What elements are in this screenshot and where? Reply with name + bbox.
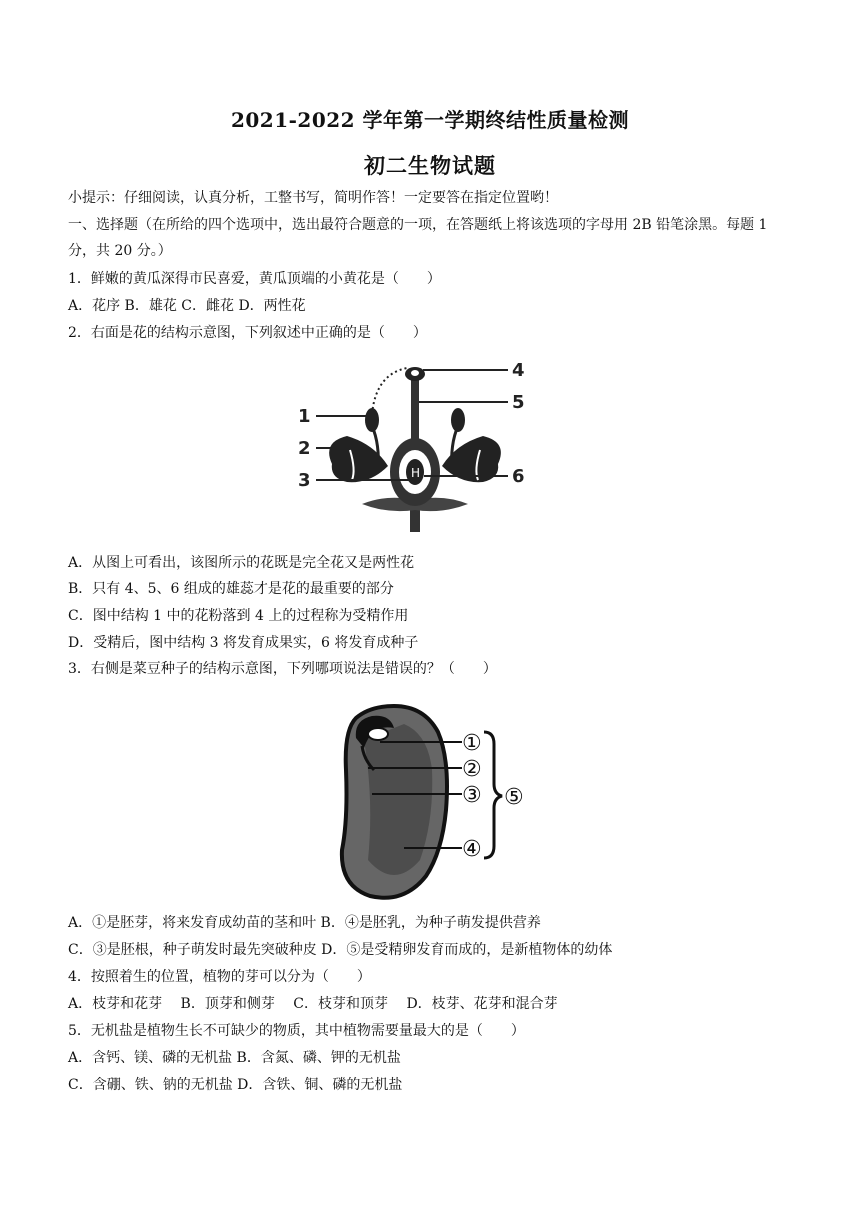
question-1-options: A．花序 B．雄花 C．雌花 D．两性花 (68, 298, 306, 314)
exam-subtitle: 初二生物试题 (364, 153, 496, 178)
question-5-option-cd: C．含硼、铁、钠的无机盐 D．含铁、铜、磷的无机盐 (68, 1077, 403, 1093)
question-2-option-a: A．从图上可看出，该图所示的花既是完全花又是两性花 (68, 555, 415, 571)
question-2-option-c: C．图中结构 1 中的花粉落到 4 上的过程称为受精作用 (68, 608, 409, 624)
flower-label-2: 2 (298, 438, 311, 459)
question-5-stem: 5．无机盐是植物生长不可缺少的物质，其中植物需要量最大的是（ ） (68, 1023, 525, 1039)
flower-label-6: 6 (512, 466, 525, 487)
flower-label-4: 4 (512, 360, 525, 381)
bean-seed-diagram (334, 700, 534, 904)
section-heading: 一、选择题（在所给的四个选项中，选出最符合题意的一项，在答题纸上将该选项的字母用 2B 铅笔涂黑。每题 1 分，共 20 分。） (68, 217, 768, 259)
flower-label-1: 1 (298, 406, 311, 427)
svg-text:H: H (411, 466, 421, 480)
question-3-option-ab: A．①是胚芽，将来发育成幼苗的茎和叶 B．④是胚乳，为种子萌发提供营养 (68, 915, 541, 931)
tip-text: 小提示：仔细阅读，认真分析，工整书写，简明作答！一定要答在指定位置哟！ (68, 190, 558, 206)
question-4-stem: 4．按照着生的位置，植物的芽可以分为（ ） (68, 969, 371, 985)
question-3-stem: 3．右侧是菜豆种子的结构示意图，下列哪项说法是错误的？（ ） (68, 661, 497, 677)
question-3-option-cd: C．③是胚根，种子萌发时最先突破种皮 D．⑤是受精卵发育而成的，是新植物体的幼体 (68, 942, 613, 958)
exam-title: 2021-2022 学年第一学期终结性质量检测 (230, 108, 630, 132)
seed-label-3: ③ (462, 783, 482, 808)
flower-structure-diagram (292, 354, 538, 534)
question-1-stem: 1．鲜嫩的黄瓜深得市民喜爱，黄瓜顶端的小黄花是（ ） (68, 271, 441, 287)
question-2-option-d: D．受精后，图中结构 3 将发育成果实，6 将发育成种子 (68, 635, 419, 651)
question-2-option-b: B．只有 4、5、6 组成的雄蕊才是花的最重要的部分 (68, 581, 394, 597)
seed-label-5: ⑤ (504, 785, 524, 810)
flower-label-3: 3 (298, 470, 311, 491)
flower-label-5: 5 (512, 392, 525, 413)
question-2-stem: 2．右面是花的结构示意图，下列叙述中正确的是（ ） (68, 325, 427, 341)
question-4-options: A．枝芽和花芽 B．顶芽和侧芽 C．枝芽和顶芽 D．枝芽、花芽和混合芽 (68, 996, 558, 1012)
seed-label-1: ① (462, 731, 482, 756)
seed-label-2: ② (462, 757, 482, 782)
seed-label-4: ④ (462, 837, 482, 862)
question-5-option-ab: A．含钙、镁、磷的无机盐 B．含氮、磷、钾的无机盐 (68, 1050, 401, 1066)
